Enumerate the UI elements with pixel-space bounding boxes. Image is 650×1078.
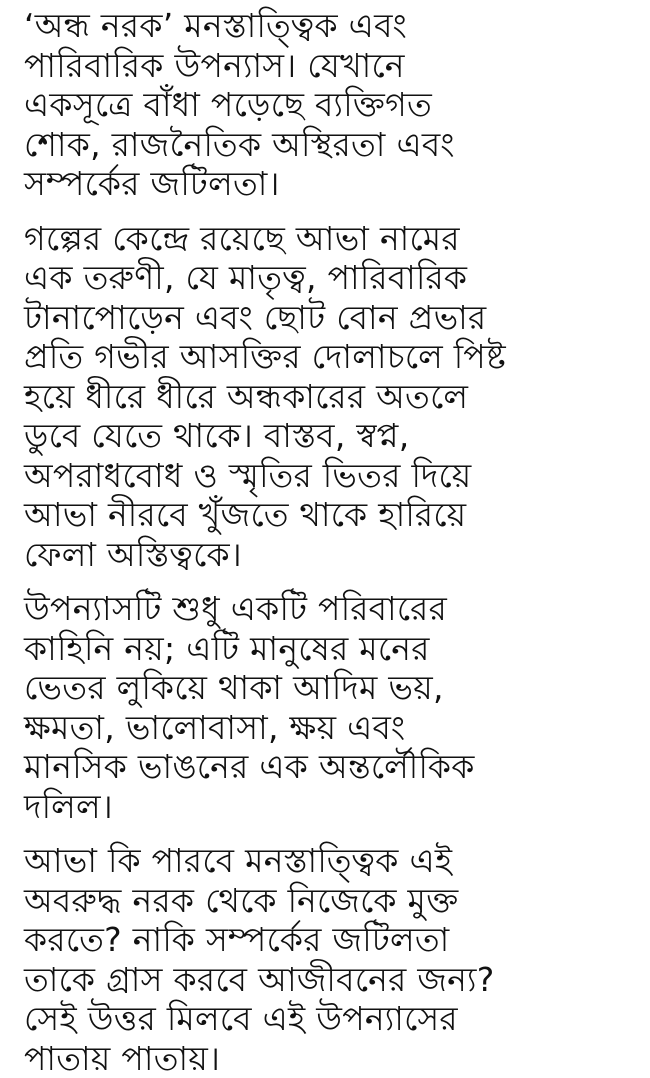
text-line: গল্পের কেন্দ্রে রয়েছে আভা নামের: [24, 219, 632, 259]
text-line: উপন্যাসটি শুধু একটি পরিবারের: [24, 589, 632, 629]
text-line: ভেতর লুকিয়ে থাকা আদিম ভয়,: [24, 668, 632, 708]
paragraph-question: [24, 841, 632, 1078]
text-line: ক্ষমতা, ভালোবাসা, ক্ষয় এবং: [24, 708, 632, 748]
text-line: প্রতি গভীর আসক্তির দোলাচলে পিষ্ট: [24, 337, 632, 377]
text-line: করতে? নাকি সম্পর্কের জটিলতা: [24, 920, 632, 960]
text-line: আভা কি পারবে মনস্তাত্ত্বিক এই: [24, 841, 632, 881]
paragraph-intro: [24, 6, 632, 204]
text-line: মানসিক ভাঙনের এক অন্তর্লৌকিক: [24, 747, 632, 787]
text-line: একসূত্রে বাঁধা পড়েছে ব্যক্তিগত: [24, 85, 632, 125]
text-line: টানাপোড়েন এবং ছোট বোন প্রভার: [24, 298, 632, 338]
text-line: দলিল।: [24, 787, 632, 827]
text-line: অপরাধবোধ ও স্মৃতির ভিতর দিয়ে: [24, 456, 632, 496]
text-line: আভা নীরবে খুঁজতে থাকে হারিয়ে: [24, 495, 632, 535]
text-line: অবরুদ্ধ নরক থেকে নিজেকে মুক্ত: [24, 881, 632, 921]
text-line: তাকে গ্রাস করবে আজীবনের জন্য?: [24, 960, 632, 1000]
text-line: ফেলা অস্তিত্বকে।: [24, 535, 632, 575]
paragraph-theme: [24, 589, 632, 826]
paragraph-story: [24, 219, 632, 575]
text-line: কাহিনি নয়; এটি মানুষের মনের: [24, 629, 632, 669]
text-line: ‘অন্ধ নরক’ মনস্তাত্ত্বিক এবং: [24, 6, 632, 46]
text-line: হয়ে ধীরে ধীরে অন্ধকারের অতলে: [24, 377, 632, 417]
text-line: শোক, রাজনৈতিক অস্থিরতা এবং: [24, 125, 632, 165]
text-line: পারিবারিক উপন্যাস। যেখানে: [24, 46, 632, 86]
text-line: সম্পর্কের জটিলতা।: [24, 164, 632, 204]
text-line: পাতায় পাতায়।: [24, 1039, 632, 1078]
text-line: সেই উত্তর মিলবে এই উপন্যাসের: [24, 999, 632, 1039]
text-line: ডুবে যেতে থাকে। বাস্তব, স্বপ্ন,: [24, 416, 632, 456]
text-line: এক তরুণী, যে মাতৃত্ব, পারিবারিক: [24, 258, 632, 298]
